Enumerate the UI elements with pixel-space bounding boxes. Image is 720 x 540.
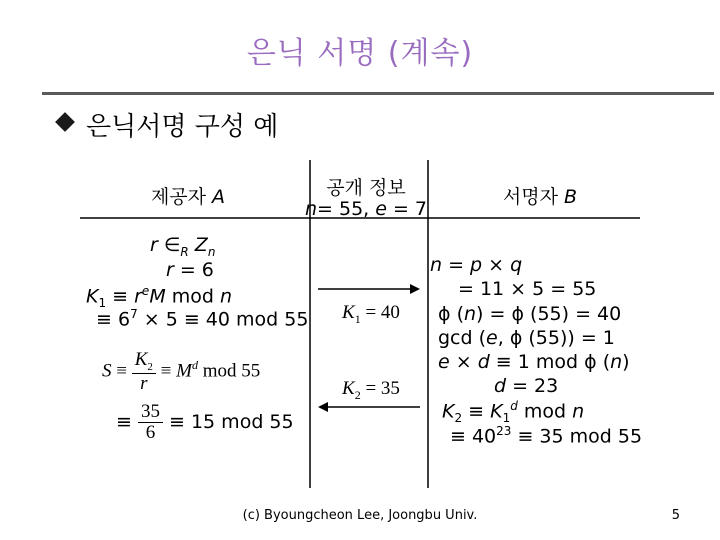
k2-arrow-head [318, 402, 328, 412]
provider-header: 제공자 A [150, 186, 226, 208]
signer-line-6: d = 23 [494, 375, 559, 397]
signer-header: 서명자 B [502, 186, 578, 208]
signer-line-2: = 11 × 5 = 55 [458, 278, 597, 300]
public-info-header: 공개 정보 [326, 177, 406, 199]
provider-line-2: r = 6 [166, 259, 214, 281]
provider-line-4: ≡ $6^7 \times 5 \equiv 40$ mod 55 [96, 307, 309, 331]
provider-line-1: r $\in_R$ $Z_n$ [150, 234, 216, 259]
signer-line-3: ϕ (n) = ϕ (55) = 40 [438, 303, 622, 325]
provider-line-3: $K_1 \equiv r^eM$ mod n [86, 284, 233, 311]
signer-line-4: gcd (e, ϕ (55)) = 1 [438, 327, 615, 349]
message-k1: $K_1 = 40$ [342, 302, 400, 326]
page-number: 5 [671, 508, 680, 523]
footer-credit: (c) Byoungcheon Lee, Joongbu Univ. [242, 508, 478, 523]
provider-line-6: ≡ $\frac{35}{6}$ ≡ 15 mod 55 [116, 401, 294, 443]
slide-title: 은닉 서명 (계속) [246, 36, 474, 71]
k1-arrow-head [410, 284, 420, 294]
public-params: n= 55, e = 7 [304, 198, 428, 220]
provider-line-5: S ≡ $\frac{K_2}{r}$ ≡ $M^d$ mod 55 [102, 349, 261, 395]
signer-line-8: ≡ $40^{23} \equiv 35$ mod 55 [450, 424, 643, 448]
bullet-text: 은닉서명 구성 예 [86, 112, 279, 142]
signer-line-7: $K_2 \equiv K_1^d$ mod n [442, 399, 585, 426]
signer-line-5: e × d ≡ 1 mod ϕ (n) [438, 351, 630, 373]
message-k2: $K_2 = 35$ [342, 378, 400, 402]
signer-line-1: n = p × q [430, 254, 523, 276]
